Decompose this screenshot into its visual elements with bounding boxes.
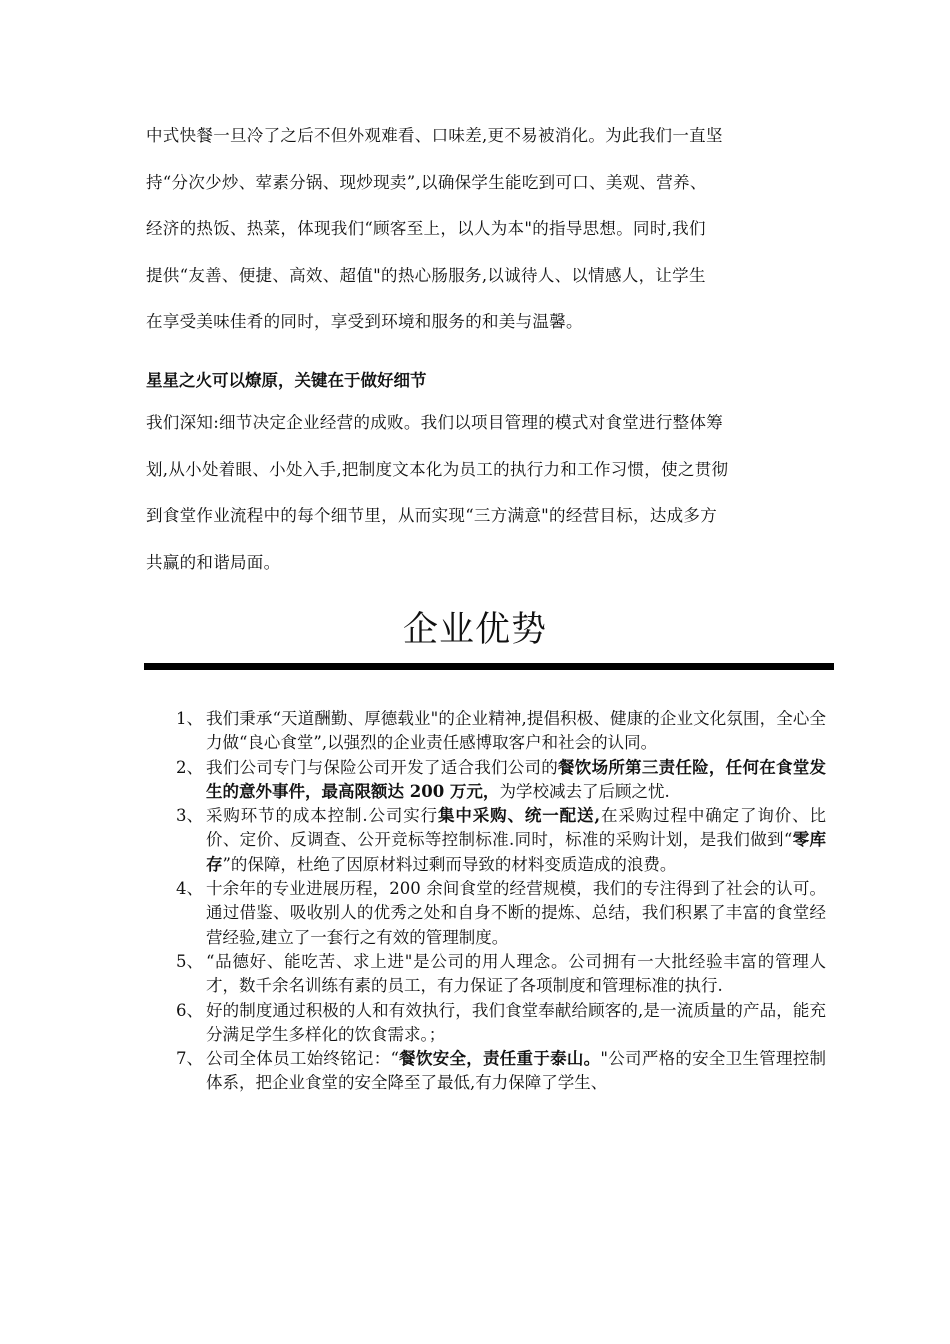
item-text: 采购环节的成本控制.公司实行 xyxy=(206,806,438,826)
item-number: 6、 xyxy=(176,1000,203,1020)
detail-line: 到食堂作业流程中的每个细节里，从而实现“三方满意"的经营目标，达成多方 xyxy=(146,506,718,525)
intro-line: 经济的热饭、热菜，体现我们“顾客至上，以人为本"的指导思想。同时,我们 xyxy=(146,219,706,238)
item-number: 4、 xyxy=(176,879,203,899)
item-text: ”的保障，杜绝了因原材料过剩而导致的材料变质造成的浪费。 xyxy=(222,854,677,874)
intro-line: 持“分次少炒、荤素分锅、现炒现卖”,以确保学生能吃到可口、美观、营养、 xyxy=(146,172,707,192)
item-number: 1、 xyxy=(176,709,203,728)
item-text: 十余年的专业进展历程，200 余间食堂的经营规模，我们的专注得到了社会的认可。通过借鉴、吸收别人的优秀之处和自身不断的提炼、总结，我们积累了丰富的食堂经营经验,建立了一套行之有效的管理制度。 xyxy=(206,879,826,947)
advantages-list xyxy=(176,707,826,1096)
item-text: 我们秉承“天道酬勤、厚德载业"的企业精神,提倡积极、健康的企业文化氛围，全心全力做“良心食堂”,以强烈的企业责任感博取客户和社会的认同。 xyxy=(206,709,826,753)
item-text: “品德好、能吃苦、求上进"是公司的用人理念。公司拥有一大批经验丰富的管理人才，数千余名训练有素的员工，有力保证了各项制度和管理标准的执行. xyxy=(206,951,826,996)
list-item xyxy=(176,877,826,950)
list-item xyxy=(176,756,826,805)
intro-line: 提供“友善、便捷、高效、超值"的热心肠服务,以诚待人、以情感人，让学生 xyxy=(146,265,706,285)
item-text: 公司全体员工始终铭记：“ xyxy=(206,1049,399,1069)
item-text-bold: 餐饮场所第三责任险，任何在食堂发生的意外事件，最高限额达 200 万元， xyxy=(206,757,827,801)
item-text: 我们公司专门与保险公司开发了适合我们公司的 xyxy=(206,757,559,777)
item-number: 7、 xyxy=(176,1049,203,1069)
item-number: 2、 xyxy=(176,757,203,777)
item-text: 为学校减去了后顾之忧. xyxy=(499,781,670,801)
item-text: 在采购过程中确定了询价、比价、定价、反调查、公开竞标等控制标准.同时，标准的采购计划，是我们做到“ xyxy=(206,806,826,850)
intro-paragraph xyxy=(146,113,811,346)
detail-section-heading: 星星之火可以燎原，关键在于做好细节 xyxy=(146,371,427,390)
list-item xyxy=(176,999,826,1048)
detail-line: 划,从小处着眼、小处入手,把制度文本化为员工的执行力和工作习惯，使之贯彻 xyxy=(146,459,729,479)
item-text-bold: 餐饮安全，责任重于泰山。 xyxy=(398,1049,601,1069)
list-item xyxy=(176,1047,826,1096)
intro-line: 中式快餐一旦冷了之后不但外观难看、口味差,更不易被消化。为此我们一直坚 xyxy=(146,126,723,145)
list-item xyxy=(176,707,826,756)
list-item xyxy=(176,950,826,999)
intro-line: 在享受美味佳肴的同时，享受到环境和服务的和美与温馨。 xyxy=(146,312,583,331)
item-text: "公司严格的安全卫生管理控制体系，把企业食堂的安全降至了最低,有力保障了学生、 xyxy=(206,1049,827,1093)
detail-line: 共赢的和谐局面。 xyxy=(146,552,281,572)
list-item xyxy=(176,804,826,877)
item-text-bold: 集中采购、统一配送, xyxy=(438,806,601,826)
advantages-title: 企业优势 xyxy=(402,610,547,650)
detail-paragraph xyxy=(146,400,811,586)
item-text: 好的制度通过积极的人和有效执行，我们食堂奉献给顾客的,是一流质量的产品，能充分满足学生多样化的饮食需求。； xyxy=(206,1000,826,1044)
item-text-bold: 零库存 xyxy=(206,830,826,874)
detail-line: 我们深知:细节决定企业经营的成败。我们以项目管理的模式对食堂进行整体筹 xyxy=(146,413,724,432)
item-number: 5、 xyxy=(176,951,203,971)
title-divider xyxy=(144,663,834,670)
item-number: 3、 xyxy=(176,806,203,826)
